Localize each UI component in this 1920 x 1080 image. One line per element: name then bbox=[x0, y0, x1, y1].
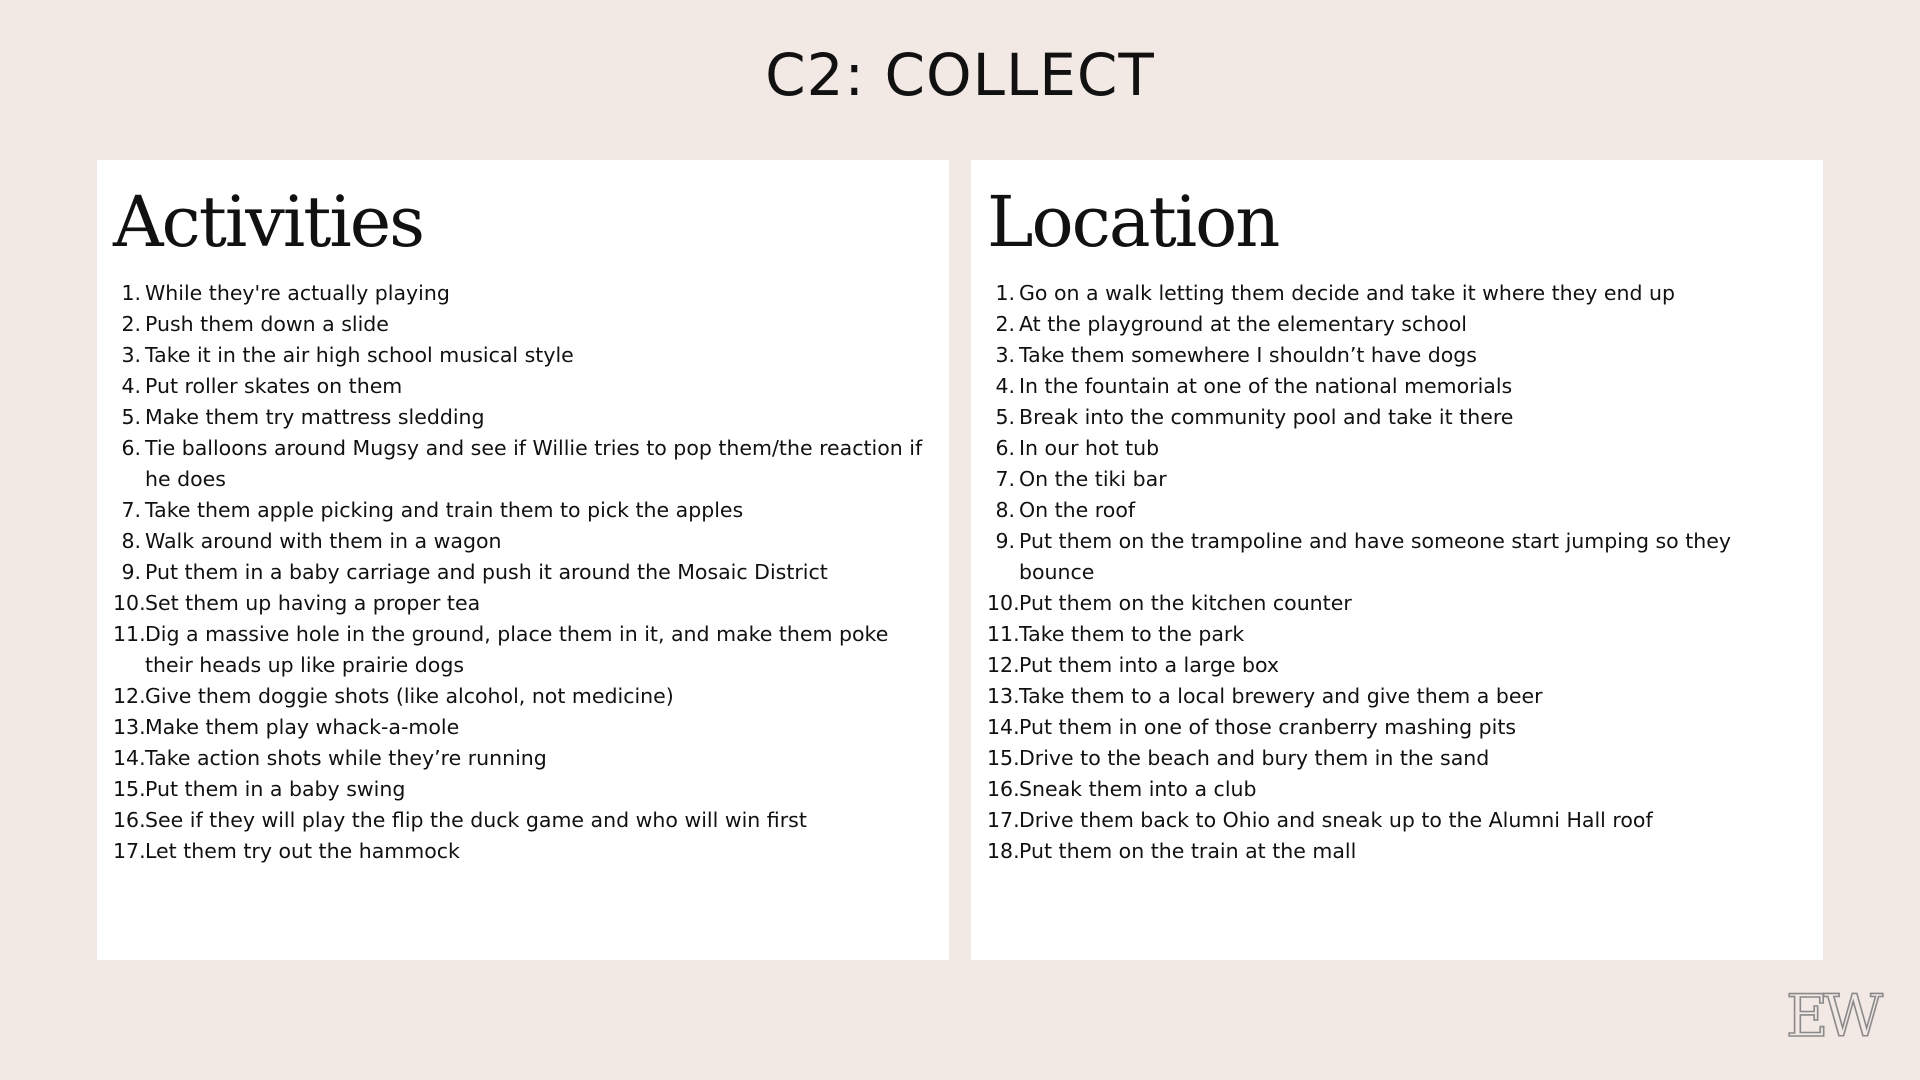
list-item-text: Set them up having a proper tea bbox=[145, 591, 481, 615]
list-item-text: On the tiki bar bbox=[1019, 467, 1167, 491]
list-item-text: Take them apple picking and train them to pick the apples bbox=[145, 498, 744, 522]
list-item-number: 16. bbox=[113, 808, 146, 832]
list-item bbox=[987, 712, 1807, 743]
list-item bbox=[987, 371, 1807, 402]
list-item bbox=[987, 340, 1807, 371]
list-item bbox=[987, 278, 1807, 309]
list-item-number: 4. bbox=[995, 374, 1015, 398]
list-item-number: 16. bbox=[987, 777, 1020, 801]
list-item-number: 15. bbox=[987, 746, 1020, 770]
list-item bbox=[113, 619, 933, 681]
list-item-number: 14. bbox=[987, 715, 1020, 739]
list-item bbox=[987, 309, 1807, 340]
list-item-text: Go on a walk letting them decide and take it where they end up bbox=[1019, 281, 1676, 305]
list-item bbox=[113, 805, 933, 836]
list-item-number: 7. bbox=[995, 467, 1015, 491]
location-heading: Location bbox=[987, 181, 1279, 263]
list-item-text: Sneak them into a club bbox=[1019, 777, 1257, 801]
list-item-number: 3. bbox=[995, 343, 1015, 367]
list-item-text: Push them down a slide bbox=[145, 312, 389, 336]
list-item bbox=[113, 557, 933, 588]
list-item bbox=[987, 774, 1807, 805]
list-item bbox=[987, 433, 1807, 464]
ew-monogram-icon bbox=[1774, 982, 1890, 1044]
list-item bbox=[987, 402, 1807, 433]
list-item bbox=[113, 433, 933, 495]
list-item-text: Take it in the air high school musical style bbox=[145, 343, 574, 367]
list-item-text: While they're actually playing bbox=[145, 281, 450, 305]
list-item-number: 18. bbox=[987, 839, 1020, 863]
list-item-number: 4. bbox=[121, 374, 141, 398]
list-item-number: 6. bbox=[995, 436, 1015, 460]
list-item bbox=[987, 464, 1807, 495]
list-item-number: 6. bbox=[121, 436, 141, 460]
list-item-text: In the fountain at one of the national memorials bbox=[1019, 374, 1513, 398]
list-item bbox=[113, 774, 933, 805]
list-item-text: Tie balloons around Mugsy and see if Willie tries to pop them/the reaction if he does bbox=[145, 436, 923, 491]
list-item-number: 5. bbox=[995, 405, 1015, 429]
list-item bbox=[113, 371, 933, 402]
list-item-number: 14. bbox=[113, 746, 146, 770]
list-item bbox=[113, 743, 933, 774]
list-item-number: 9. bbox=[995, 529, 1015, 553]
ew-logo-icon bbox=[1774, 982, 1890, 1048]
list-item bbox=[113, 681, 933, 712]
list-item-number: 11. bbox=[113, 622, 146, 646]
list-item-text: Put them into a large box bbox=[1019, 653, 1280, 677]
list-item bbox=[987, 650, 1807, 681]
list-item-number: 12. bbox=[987, 653, 1020, 677]
list-item bbox=[113, 588, 933, 619]
list-item-number: 8. bbox=[995, 498, 1015, 522]
list-item-number: 2. bbox=[121, 312, 141, 336]
list-item bbox=[987, 836, 1807, 867]
list-item bbox=[113, 309, 933, 340]
list-item-number: 15. bbox=[113, 777, 146, 801]
list-item-text: Give them doggie shots (like alcohol, not medicine) bbox=[145, 684, 674, 708]
list-item-number: 17. bbox=[113, 839, 146, 863]
list-item-text: Put roller skates on them bbox=[145, 374, 403, 398]
list-item bbox=[113, 712, 933, 743]
list-item-number: 1. bbox=[121, 281, 141, 305]
list-item-text: Put them in a baby carriage and push it around the Mosaic District bbox=[145, 560, 828, 584]
list-item-text: Put them on the kitchen counter bbox=[1019, 591, 1352, 615]
list-item-text: Put them on the trampoline and have someone start jumping so they bounce bbox=[1019, 529, 1731, 584]
list-item bbox=[987, 495, 1807, 526]
list-item-text: Put them on the train at the mall bbox=[1019, 839, 1357, 863]
activities-card bbox=[97, 160, 949, 960]
list-item-text: Break into the community pool and take it there bbox=[1019, 405, 1514, 429]
list-item bbox=[113, 526, 933, 557]
list-item-text: Take action shots while they’re running bbox=[145, 746, 547, 770]
list-item-number: 3. bbox=[121, 343, 141, 367]
list-item bbox=[987, 588, 1807, 619]
list-item-text: Take them to the park bbox=[1019, 622, 1245, 646]
list-item bbox=[987, 619, 1807, 650]
list-item bbox=[987, 743, 1807, 774]
list-item-text: Take them to a local brewery and give them a beer bbox=[1019, 684, 1543, 708]
activities-heading: Activities bbox=[113, 181, 424, 263]
list-item-text: Dig a massive hole in the ground, place them in it, and make them poke their heads up like prairie dogs bbox=[145, 622, 889, 677]
list-item bbox=[113, 836, 933, 867]
list-item-text: In our hot tub bbox=[1019, 436, 1160, 460]
list-item-text: Let them try out the hammock bbox=[145, 839, 460, 863]
location-card bbox=[971, 160, 1823, 960]
list-item-text: See if they will play the flip the duck game and who will win first bbox=[145, 808, 807, 832]
list-item-number: 17. bbox=[987, 808, 1020, 832]
slide-title: C2: COLLECT bbox=[765, 41, 1155, 109]
list-item bbox=[113, 495, 933, 526]
list-item-number: 5. bbox=[121, 405, 141, 429]
list-item-text: On the roof bbox=[1019, 498, 1136, 522]
list-item bbox=[113, 278, 933, 309]
logo-text: EW bbox=[1786, 982, 1878, 1044]
list-item bbox=[987, 805, 1807, 836]
list-item-text: Walk around with them in a wagon bbox=[145, 529, 502, 553]
list-item-text: At the playground at the elementary school bbox=[1019, 312, 1467, 336]
list-item-number: 9. bbox=[121, 560, 141, 584]
list-item-number: 1. bbox=[995, 281, 1015, 305]
list-item-number: 2. bbox=[995, 312, 1015, 336]
location-list bbox=[987, 278, 1807, 867]
list-item-number: 8. bbox=[121, 529, 141, 553]
list-item-number: 7. bbox=[121, 498, 141, 522]
list-item-text: Drive to the beach and bury them in the sand bbox=[1019, 746, 1490, 770]
list-item-text: Make them try mattress sledding bbox=[145, 405, 485, 429]
list-item-number: 10. bbox=[987, 591, 1020, 615]
list-item-number: 13. bbox=[987, 684, 1020, 708]
list-item bbox=[113, 340, 933, 371]
list-item-number: 10. bbox=[113, 591, 146, 615]
list-item-text: Put them in one of those cranberry mashing pits bbox=[1019, 715, 1517, 739]
list-item-number: 13. bbox=[113, 715, 146, 739]
list-item-number: 11. bbox=[987, 622, 1020, 646]
list-item bbox=[113, 402, 933, 433]
list-item-number: 12. bbox=[113, 684, 146, 708]
activities-list bbox=[113, 278, 933, 867]
list-item bbox=[987, 526, 1807, 588]
list-item-text: Drive them back to Ohio and sneak up to the Alumni Hall roof bbox=[1019, 808, 1653, 832]
list-item-text: Take them somewhere I shouldn’t have dogs bbox=[1019, 343, 1477, 367]
list-item-text: Put them in a baby swing bbox=[145, 777, 406, 801]
list-item bbox=[987, 681, 1807, 712]
list-item-text: Make them play whack-a-mole bbox=[145, 715, 460, 739]
